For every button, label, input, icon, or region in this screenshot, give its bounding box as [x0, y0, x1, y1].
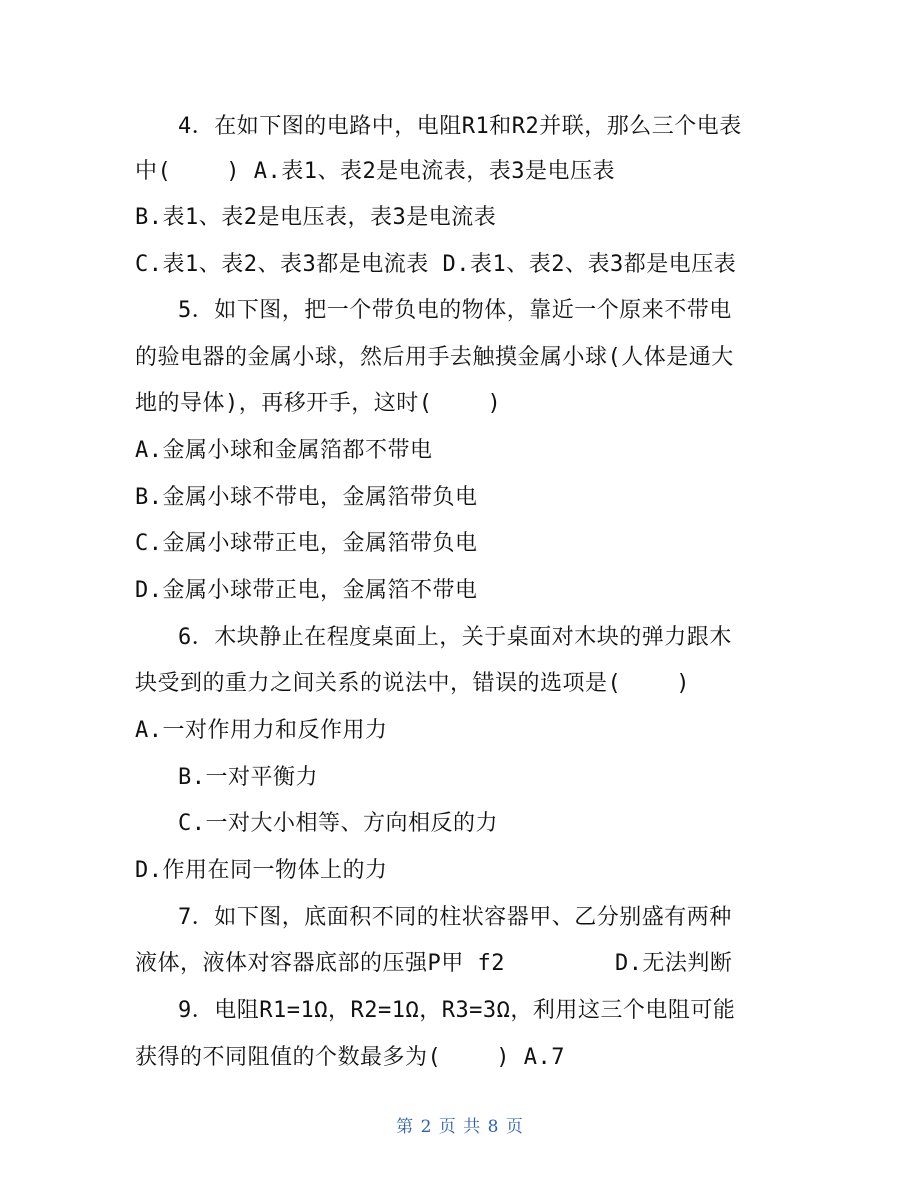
- question-6-line-2: 块受到的重力之间关系的说法中，错误的选项是( ): [135, 671, 690, 696]
- question-4-line-2: 中( ) A.表1、表2是电流表，表3是电压表: [135, 159, 615, 184]
- question-5-option-c: C.金属小球带正电，金属箔带负电: [135, 531, 478, 556]
- page-number-footer: 第 2 页 共 8 页: [396, 1117, 524, 1137]
- question-4-options-cd: C.表1、表2、表3都是电流表 D.表1、表2、表3都是电压表: [135, 252, 737, 277]
- question-9-line-2: 获得的不同阻值的个数最多为( ) A.7: [135, 1045, 565, 1070]
- question-6-line-1: 6．木块静止在程度桌面上，关于桌面对木块的弹力跟木: [178, 625, 732, 650]
- question-6-option-b: B.一对平衡力: [178, 765, 318, 790]
- question-5-line-1: 5．如下图，把一个带负电的物体，靠近一个原来不带电: [178, 298, 732, 323]
- question-4-line-1: 4．在如下图的电路中，电阻R1和R2并联，那么三个电表: [178, 114, 742, 139]
- question-7-line-1: 7．如下图，底面积不同的柱状容器甲、乙分别盛有两种: [178, 905, 732, 930]
- question-6-option-c: C.一对大小相等、方向相反的力: [178, 811, 498, 836]
- question-5-option-a: A.金属小球和金属箔都不带电: [135, 438, 433, 463]
- question-6-option-d: D.作用在同一物体上的力: [135, 858, 388, 883]
- question-6-option-a: A.一对作用力和反作用力: [135, 718, 388, 743]
- question-5-line-2: 的验电器的金属小球，然后用手去触摸金属小球(人体是通大: [135, 345, 734, 370]
- question-5-option-b: B.金属小球不带电，金属箔带负电: [135, 485, 478, 510]
- question-5-line-3: 地的导体)，再移开手，这时( ): [135, 391, 502, 416]
- question-7-line-2: 液体，液体对容器底部的压强P甲 f2 D.无法判断: [135, 951, 733, 976]
- question-5-option-d: D.金属小球带正电，金属箔不带电: [135, 578, 478, 603]
- question-4-option-b: B.表1、表2是电压表，表3是电流表: [135, 205, 497, 230]
- question-9-line-1: 9．电阻R1=1Ω，R2=1Ω，R3=3Ω，利用这三个电阻可能: [178, 998, 736, 1023]
